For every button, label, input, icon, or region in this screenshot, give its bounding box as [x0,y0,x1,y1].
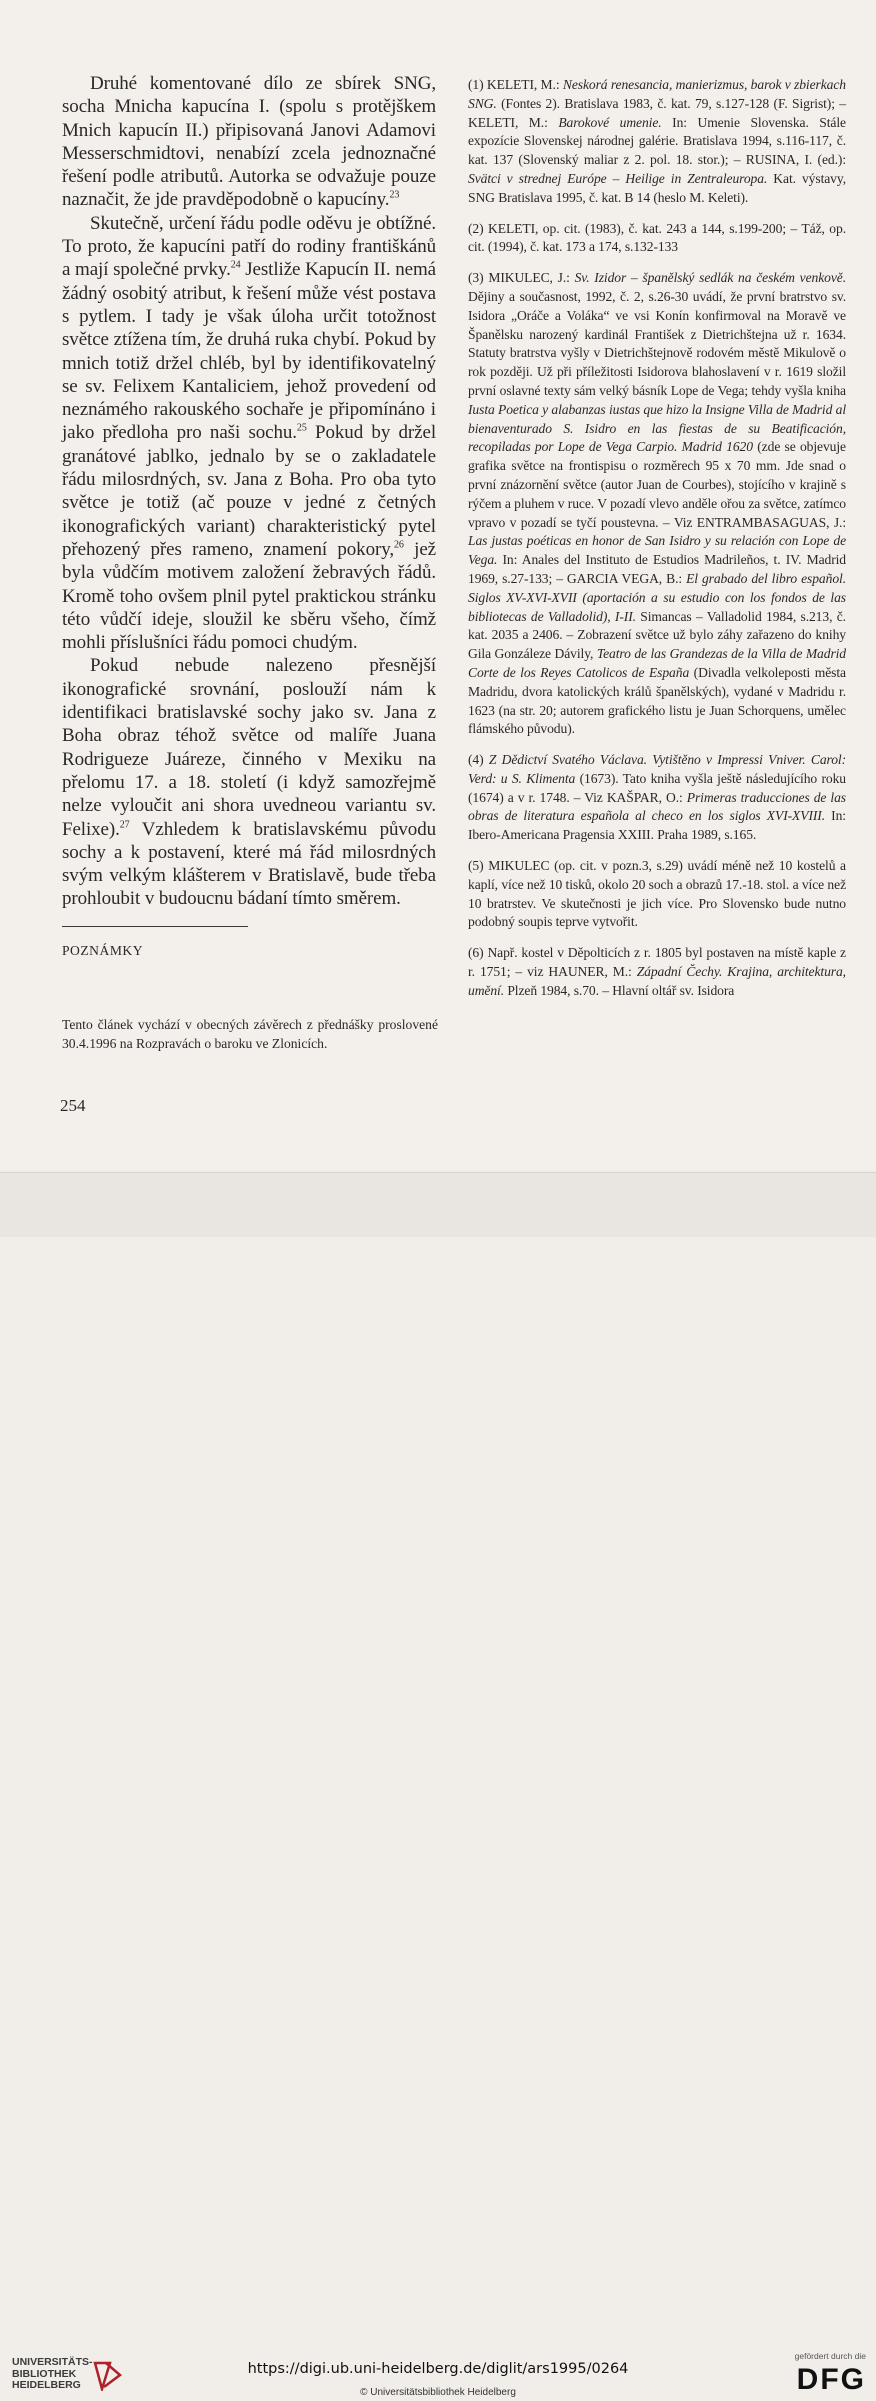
text-run: (3) MIKULEC, J.: [468,270,575,286]
text-run: Pokud by držel granátové jablko, jednalo by se o zakladatele řádu milosrdných, sv. Jana z Boha. Pro oba tyto světce je totiž (ač pouze v jedné z četných ikonografických variant) charakteristický pytel přehozený přes rameno, znamení pokory, [62,422,436,560]
text-run: Simancas – Valladolid 1984, s.213, č. kat. 2035 a 2406. – Zobrazení světce už bylo záhy zařazeno do knihy Gila Gonzáleze Dávily, [468,608,846,662]
text-run: jež byla vůdčím motivem založení žebravých řádů. Kromě toho ovšem plnil pytel praktickou stránku této vůdčí ideje, sloužil ke sběru všeho, čímž mohli příslušníci řádu pomoci chudým. [62,538,436,654]
page-number: 254 [60,1096,86,1115]
footnote-ref[interactable]: 25 [296,423,307,435]
italic-title: Iusta Poetica y alabanzas iustas que hizo la Insigne Villa de Madrid al bienaventurado S. Isidro en las fiestas de su Beatificación, recopiladas por Lope de Vega Carpio. Madrid 1620 [468,401,846,455]
italic-title: Teatro de las Grandezas de la Villa de Madrid Corte de los Reyes Catolicos de España [468,646,847,680]
permalink-url[interactable]: https://digi.ub.uni-heidelberg.de/diglit/ars1995/0264 [247,2361,629,2377]
text-run: Dějiny a současnost, 1992, č. 2, s.26-30 uvádí, že první bratrstvo sv. Isidora „Oráče a Voláka“ ve vsi Konín konfirmoval na Moravě ve Španělsku narozený kardinál František z Dietrichštejna už r. 1634. Statuty bratrstva vyšly v Dietrichštejnově rodovém městě Mikulově o rok později. Už při příležitosti Isidorova blahoslavení v r. 1619 složil první oslavné texty sám velký básník Lope de Vega; tehdy vyšla kniha [468,288,846,398]
footnote-ref[interactable]: 24 [230,260,241,272]
library-name-line-3: HEIDELBERG [12,2379,81,2391]
paragraph-2 [62,212,436,655]
dfg-sponsor-logo[interactable] [776,2351,866,2401]
italic-title: Svätci v strednej Európe – Heilige in Zentraleuropa. [468,170,768,186]
viewer-footer [0,1172,876,2398]
text-run: (1673). Tato kniha vyšla ještě následujícího roku (1674) a v r. 1748. – Viz KAŠPAR, O.: [468,770,846,805]
italic-title: Las justas poéticas en honor de San Isidro y su relación con Lope de Vega. [468,533,846,568]
italic-title: Západní Čechy. Krajina, architektura, umění. [468,964,846,998]
main-text-column [62,72,436,911]
note-1 [468,76,846,208]
italic-title: Z Dědictví Svatého Václava. Vytištěno v Impressi Vniver. Carol: Verd: u S. Klimenta [468,752,846,786]
scanned-page [0,0,876,1170]
italic-title: Sv. Izidor – španělský sedlák na českém venkově. [574,270,846,286]
copyright-notice: © Universitätsbibliothek Heidelberg [360,2387,516,2398]
note-5 [468,857,846,932]
note-3 [468,269,846,739]
note-6 [468,944,846,1000]
text-run: (Fontes 2). Bratislava 1983, č. kat. 79, s.127-128 (F. Sigrist); – KELETI, M.: [468,95,846,130]
italic-title: Neskorá renesancia, manierizmus, barok v zbierkach SNG. [468,77,846,111]
text-run: Kat. výstavy, SNG Bratislava 1995, č. kat. B 14 (heslo M. Keleti). [468,170,846,205]
text-run: (5) MIKULEC (op. cit. v pozn.3, s.29) uvádí méně než 10 kostelů a kaplí, více než 10 tisků, okolo 20 soch a obrazů 17.-18. stol. a více než 10 bratrstev. Ve skutečnosti je jich více. Pro Slovensko bude nutno podobný soupis teprve vytvořit. [468,858,846,930]
library-name-line-2: BIBLIOTHEK [12,2367,77,2380]
sponsor-label: gefördert durch die [794,2351,866,2361]
text-run: (4) [468,752,489,768]
italic-title: Primeras traducciones de las obras de literatura española al checo en los siglos XVI-XVIII. [468,789,846,824]
library-name-line-1: UNIVERSITÄTS- [12,2356,93,2368]
text-run: (2) KELETI, op. cit. (1983), č. kat. 243 a 144, s.199-200; – Táž, op. cit. (1994), č. kat. 173 a 174, s.132-133 [468,220,846,255]
paragraph-1: Druhé komentované dílo ze sbírek SNG, socha Mnicha kapucína I. (spolu s protějškem Mnich kapucín II.) připisovaná Janovi Adamovi Messerschmidtovi, nenabízí zcela jednoznačné řešení podle atributů. Autorka se odvažuje pouze naznačit, že jde pravděpodobně o kapucíny.$^{23}$ [62,73,436,211]
italic-title: Barokové umenie. [558,114,662,130]
text-run: (6) Např. kostel v Děpolticích z r. 1805 byl postaven na místě kaple z r. 1751; – viz HAUNER, M.: [468,945,846,980]
text-run: In: Umenie Slovenska. Stále expozície Slovenskej národnej galérie. Bratislava 1994, s.116-117, č. kat. 137 (Slovenský maliar z 2. pol. 18. stor.); – RUSINA, I. (ed.): [468,114,846,168]
dfg-wordmark: DFG [796,2363,866,2396]
text-run: (Divadla velkoleposti města Madridu, dvora katolických králů španělských), vydané v Madridu r. 1623 (na str. 20; autorem grafického listu je Juan Schorquens, umělec flámského původu). [468,664,846,737]
note-2 [468,220,846,258]
note-4 [468,751,846,845]
text-run: Vzhledem k bratislavskému původu sochy a k postavení, které má řád milosrdných svým velkým klášterem v Bratislavě, bude třeba prohloubit v budoucnu bádaní tímto směrem. [62,818,436,910]
footnote-ref[interactable]: 27 [119,819,130,831]
italic-title: El grabado del libro español. Siglos XV-XVI-XVII (aportación a su estudio con los fondos de las bibliotecas de Valladolid), I-II. [468,570,846,624]
text-run: In: Ibero-Americana Pragensia XXIII. Praha 1989, s.165. [468,808,846,843]
notes-column [468,76,846,1013]
paragraph-3 [62,654,436,910]
text-run: Pokud nebude nalezeno přesnější ikonografické srovnání, poslouží nám k identifikaci bratislavské sochy jako sv. Jana z Boha obraz téhož světce od malíře Juana Rodrigueze Juáreze, činného v Mexiku na přelomu 17. a 18. století (i když samozřejmě nelze vyloučit ani shora uvedneou variantu sv. Felixe). [62,655,436,840]
footnote-ref[interactable]: 26 [394,539,404,551]
footnote-ref-23[interactable]: 23 [389,190,400,202]
text-run: (1) KELETI, M.: [468,77,563,92]
text-run: Plzeň 1984, s.70. – Hlavní oltář sv. Isidora [504,982,735,998]
text-run: (zde se objevuje grafika světce na frontispisu o rozměrech 95 x 70 mm. Jde snad o první znázornění světce (autor Juan de Courbes), stojícího v krajině s rýčem a pluhem v ruce. V pozadí vlevo anděle ořou za světce, zatímco vpravo v pozadí se tyčí poustevna. – Viz ENTRAMBASAGUAS, J.: [468,439,846,530]
text-run: In: Anales del Instituto de Estudios Madrileños, t. IV. Madrid 1969, s.27-133; – GARCIA VEGA, B.: [468,552,846,586]
notes-divider [62,926,248,927]
text-run: Jestliže Kapucín II. nemá žádný osobitý atribut, k řešení může vést postava s pytlem. I tady je však úloha určit totožnost světce ztížena tím, že druhá ruka chybí. Pokud by mnich totiž držel chléb, byl by identifikovatelný se sv. Felixem Kantaliciem, jehož provedení od neznámého rakouského sochaře je připomínáno i jako předloha pro naši sochu. [62,259,436,444]
notes-heading: POZNÁMKY [62,943,144,958]
text-run: Skutečně, určení řádu podle oděvu je obtížné. To proto, že kapucíni patří do rodiny františkánů a mají společné prvky. [62,212,436,281]
article-footnote: Tento článek vychází v obecných závěrech z přednášky proslovené 30.4.1996 na Rozpravách o baroku ve Zlonicích. [62,1017,438,1051]
